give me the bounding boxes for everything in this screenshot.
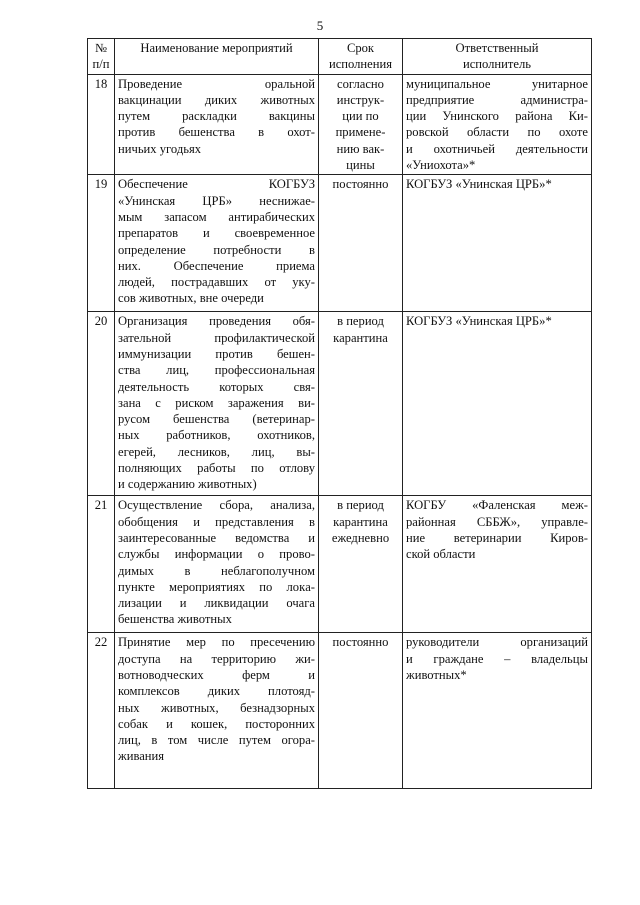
cell-line: заинтересованные ведомства и [118, 530, 315, 545]
cell-line: руководители организаций [406, 635, 588, 650]
cell-line: мым запасом антирабических [118, 209, 315, 224]
cell-line: вакцинации диких животных [118, 92, 315, 107]
cell-line: животных* [406, 667, 467, 682]
cell-line: обобщения и представления в [118, 514, 315, 529]
row-name [115, 312, 319, 496]
cell-line: исполнитель [462, 57, 532, 72]
cell-line: № [94, 41, 108, 55]
cell-line: русом бешенства (ветеринар- [118, 412, 315, 427]
row-number: 21 [88, 496, 115, 633]
cell-line: районная СББЖ», управле- [406, 514, 588, 529]
row-number: 22 [88, 633, 115, 789]
measures-table [87, 38, 592, 789]
cell-line: карантина [333, 330, 388, 345]
page-number: 5 [316, 18, 324, 33]
cell-line: ежедневно [331, 530, 390, 545]
row-number: 20 [88, 312, 115, 496]
cell-line: и граждане – владельцы [406, 651, 588, 666]
row-term [319, 74, 403, 175]
cell-line: п/п [92, 57, 110, 72]
cell-line: и содержанию животных) [118, 477, 257, 492]
cell-line: в период [337, 498, 384, 513]
cell-line: иммунизации против бешен- [118, 346, 315, 361]
header-name [115, 39, 319, 75]
cell-line: препаратов и своевременное [118, 226, 315, 241]
cell-line: КОГБУЗ «Унинская ЦРБ»* [406, 177, 552, 192]
cell-line: Проведение оральной [118, 76, 315, 91]
table-header-row [88, 39, 592, 75]
cell-line: ных животных, безнадзорных [118, 700, 315, 715]
cell-line: службы информации о прово- [118, 547, 315, 562]
cell-line: живания [118, 749, 165, 764]
header-num [88, 39, 115, 75]
cell-line: «Униохота»* [406, 158, 476, 173]
cell-line: «Унинская ЦРБ» неснижае- [118, 193, 315, 208]
cell-line: постоянно [332, 177, 389, 192]
cell-line: полняющих работы по отлову [118, 461, 315, 476]
cell-line: определение потребности в [118, 242, 315, 257]
row-term [319, 633, 403, 789]
cell-line: примене- [335, 125, 386, 140]
cell-line: ничьих угодьях [118, 141, 202, 156]
cell-line: собак и кошек, посторонних [118, 716, 315, 731]
cell-line: них. Обеспечение приема [118, 258, 315, 273]
row-name [115, 496, 319, 633]
row-term [319, 175, 403, 312]
cell-line: Организация проведения обя- [118, 314, 315, 329]
cell-line: бешенства животных [118, 612, 232, 627]
cell-line: инструк- [336, 92, 385, 107]
cell-line: цины [346, 158, 375, 173]
cell-line: лизации и ликвидации очага [118, 596, 315, 611]
cell-line: предприятие администра- [406, 92, 588, 107]
row-name [115, 175, 319, 312]
cell-line: димых в неблагополучном [118, 563, 315, 578]
cell-line: людей, пострадавших от уку- [118, 275, 315, 290]
cell-line: сов животных, вне очереди [118, 291, 264, 306]
row-name [115, 74, 319, 175]
row-resp [403, 496, 592, 633]
cell-line: постоянно [332, 635, 389, 650]
row-term [319, 312, 403, 496]
cell-line: согласно [337, 76, 384, 91]
cell-line: егерей, лесников, лиц, вы- [118, 444, 315, 459]
row-name [115, 633, 319, 789]
header-resp [403, 39, 592, 75]
cell-line: нию вак- [336, 141, 385, 156]
cell-line: карантина [333, 514, 388, 529]
table-row [88, 496, 592, 633]
cell-line: вотноводческих ферм и [118, 667, 315, 682]
cell-line: деятельность которых свя- [118, 379, 315, 394]
header-term [319, 39, 403, 75]
cell-line: исполнения [328, 57, 393, 72]
cell-line: Наименование мероприятий [140, 41, 293, 55]
cell-line: ровской области по охоте [406, 125, 588, 140]
cell-line: Срок [346, 41, 375, 55]
cell-line: Ответственный [455, 41, 539, 55]
row-term [319, 496, 403, 633]
cell-line: ции Унинского района Ки- [406, 109, 588, 124]
row-resp [403, 312, 592, 496]
cell-line: Принятие мер по пресечению [118, 635, 315, 650]
cell-line: комплексов диких плотояд- [118, 684, 315, 699]
cell-line: муниципальное унитарное [406, 76, 588, 91]
table-row [88, 74, 592, 175]
cell-line: против бешенства в охот- [118, 125, 315, 140]
cell-line: ных работников, охотников, [118, 428, 315, 443]
cell-line: лиц, в том числе путем огора- [118, 733, 315, 748]
cell-line: ции по [342, 109, 379, 124]
row-number: 18 [88, 74, 115, 175]
row-resp [403, 175, 592, 312]
cell-line: доступа на территорию жи- [118, 651, 315, 666]
row-resp [403, 74, 592, 175]
cell-line: пункте мероприятиях по локa- [118, 579, 315, 594]
cell-line: Обеспечение КОГБУЗ [118, 177, 315, 192]
cell-line: КОГБУ «Фаленская меж- [406, 498, 588, 513]
cell-line: КОГБУЗ «Унинская ЦРБ»* [406, 314, 552, 329]
cell-line: и охотничьей деятельности [406, 141, 588, 156]
cell-line: ние ветеринарии Киров- [406, 530, 588, 545]
table-row [88, 633, 592, 789]
cell-line: в период [337, 314, 384, 329]
cell-line: Осуществление сбора, анализа, [118, 498, 315, 513]
cell-line: ства лиц, профессиональная [118, 363, 315, 378]
cell-line: зана с риском заражения ви- [118, 395, 315, 410]
row-number: 19 [88, 175, 115, 312]
cell-line: путем раскладки вакцины [118, 109, 315, 124]
cell-line: ской области [406, 547, 476, 562]
row-resp [403, 633, 592, 789]
cell-line: зательной профилактической [118, 330, 315, 345]
table-row [88, 312, 592, 496]
table-row [88, 175, 592, 312]
